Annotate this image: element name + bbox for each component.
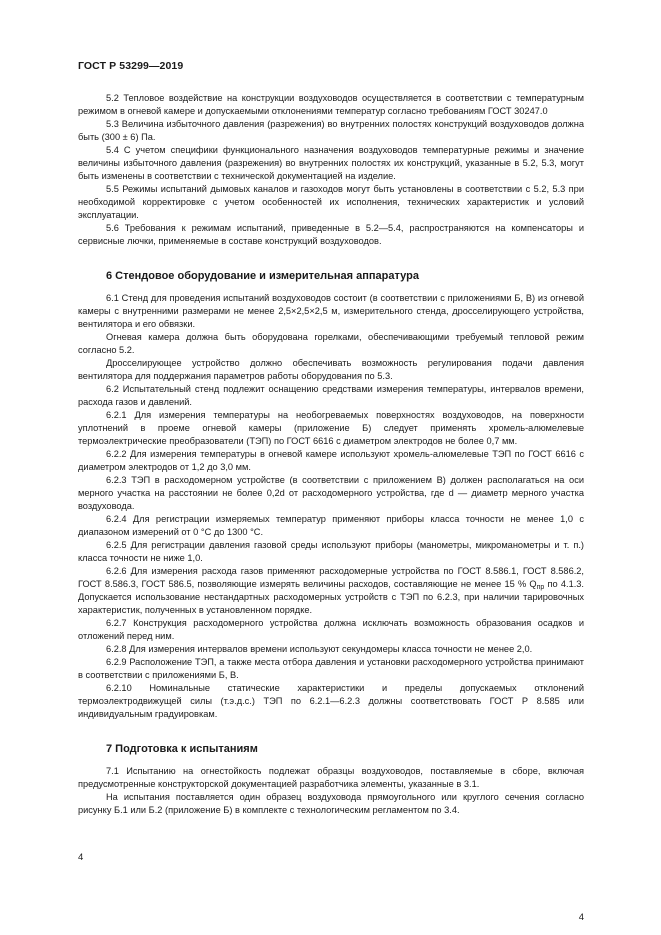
section-6-heading: 6 Стендовое оборудование и измерительная аппаратура: [106, 270, 419, 282]
paragraph-5-5: 5.5 Режимы испытаний дымовых каналов и газоходов могут быть установлены в соответствии с 5.2, 5.3 при необходимой корректировке с учетом особенностей их исполнения, технических характеристик и условий эксплуатации.: [78, 184, 584, 220]
document-body: [78, 92, 584, 817]
document-id-header: ГОСТ Р 53299—2019: [78, 60, 184, 72]
paragraph-6-2-3: 6.2.3 ТЭП в расходомерном устройстве (в соответствии с приложением В) должен располагаться на оси мерного участка на расстоянии не более 0,2d от расходомерного устройства, где d — диаметр мерного участка воздуховода.: [78, 475, 584, 511]
paragraph-6-2-2: 6.2.2 Для измерения температуры в огневой камере используют хромель-алюмелевые ТЭП по ГОСТ 6616 с диаметром электродов от 1,2 до 3,0 мм.: [78, 449, 584, 472]
paragraph-6-1-throttle: Дросселирующее устройство должно обеспечивать возможность регулирования подачи давления вентилятора для поддержания параметров работы оборудования по 5.3.: [78, 358, 584, 381]
section-7-heading: 7 Подготовка к испытаниям: [106, 743, 258, 755]
paragraph-6-2-10: 6.2.10 Номинальные статические характеристики и пределы допускаемых отклонений термоэлектродвижущей силы (т.э.д.с.) ТЭП по 6.2.1—6.2.3 должны соответствовать ГОСТ Р 8.585 или индивидуальным градуировкам.: [78, 683, 584, 719]
paragraph-6-2-7: 6.2.7 Конструкция расходомерного устройства должна исключать возможность образования осадков и отложений перед ним.: [78, 618, 584, 641]
paragraph-5-4: 5.4 С учетом специфики функционального назначения воздуховодов температурные режимы и значение величины избыточного давления (разрежения) во внутренних полостях их конструкций, указанные в 5.2, 5.3, могут быть изменены в соответствии с технической документацией на изделие.: [78, 145, 584, 181]
paragraph-6-2-4: 6.2.4 Для регистрации измеряемых температур применяют приборы класса точности не менее 1,0 с диапазоном измерений от 0 °С до 1300 °С.: [78, 514, 584, 537]
paragraph-7-1-sample: На испытания поставляется один образец воздуховода прямоугольного или круглого сечения согласно рисунку Б.1 или Б.2 (приложение Б) в комплекте с технологическим регламентом по 3.4.: [78, 792, 584, 815]
paragraph-5-2: 5.2 Тепловое воздействие на конструкции воздуховодов осуществляется в соответствии с температурным режимом в огневой камере и допускаемыми отклонениями температур согласно требованиям ГОСТ 30247.0: [78, 93, 584, 116]
paragraph-6-2-8: 6.2.8 Для измерения интервалов времени используют секундомеры класса точности не менее 2,0.: [106, 644, 533, 654]
paragraph-6-2-6: 6.2.6 Для измерения расхода газов применяют расходомерные устройства по ГОСТ 8.586.1, ГОСТ 8.586.2, ГОСТ 8.586.3, ГОСТ 586.5, позволяющие измерять величины расходов, составляющие не менее 15 % $Q_{пр}$ по 4.1.3. Допускается использование нестандартных расходомерных устройств с ТЭП по 6.2.3, при наличии тарировочных характеристик, полученных в установленном порядке.: [78, 566, 584, 615]
paragraph-6-1: 6.1 Стенд для проведения испытаний воздуховодов состоит (в соответствии с приложениями Б, В) из огневой камеры с внутренними размерами не менее 2,5×2,5×2,5 м, измерительного стенда, дросселирующего устройства, вентилятора и его обвязки.: [78, 293, 584, 329]
paragraph-6-1-fire-chamber: Огневая камера должна быть оборудована горелками, обеспечивающими требуемый тепловой режим согласно 5.2.: [78, 332, 584, 355]
paragraph-7-1: 7.1 Испытанию на огнестойкость подлежат образцы воздуховодов, поставляемые в сборе, включая предусмотренные конструкторской документацией разработчика элементы, указанные в 3.1.: [78, 766, 584, 789]
paragraph-5-6: 5.6 Требования к режимам испытаний, приведенные в 5.2—5.4, распространяются на компенсаторы и сервисные лючки, применяемые в составе конструкций воздуховодов.: [78, 223, 584, 246]
page-number: 4: [78, 852, 84, 863]
paragraph-6-2-5: 6.2.5 Для регистрации давления газовой среды используют приборы (манометры, микроманометры и т. п.) класса точности не ниже 1,0.: [78, 540, 584, 563]
paragraph-6-2-1: 6.2.1 Для измерения температуры на необогреваемых поверхностях воздуховодов, на поверхности уплотнений в проеме огневой камеры (приложение Б) следует применять хромель-алюмелевые термоэлектрические преобразователи (ТЭП) по ГОСТ 6616 с диаметром электродов не более 0,7 мм.: [78, 410, 584, 446]
paragraph-5-3: 5.3 Величина избыточного давления (разрежения) во внутренних полостях конструкций воздуховодов должна быть (300 ± 6) Па.: [78, 119, 584, 142]
page-number-bottom-right: 4: [578, 912, 584, 923]
paragraph-6-2: 6.2 Испытательный стенд подлежит оснащению средствами измерения температуры, интервалов времени, расхода газов и давлений.: [78, 384, 584, 407]
paragraph-6-2-9: 6.2.9 Расположение ТЭП, а также места отбора давления и установки расходомерного устройства принимают в соответствии с приложениями Б, В.: [78, 657, 584, 680]
